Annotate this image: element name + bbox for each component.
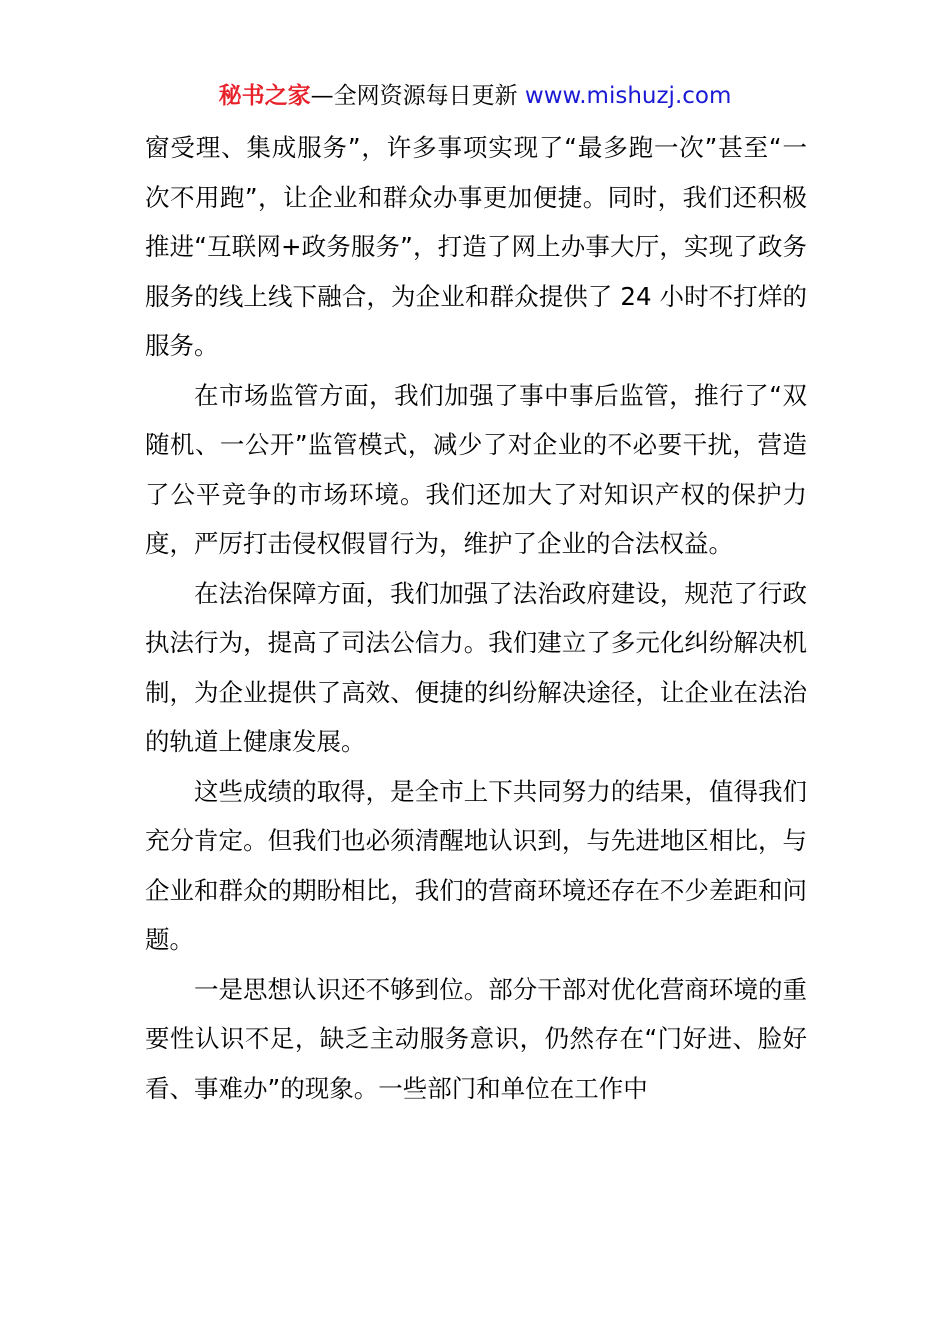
page-header [0,80,950,112]
paragraph-market-supervision: 在市场监管方面，我们加强了事中事后监管，推行了“双随机、一公开”监管模式，减少了对企业的不必要干扰，营造了公平竞争的市场环境。我们还加大了对知识产权的保护力度，严厉打击侵权假冒行为，维护了企业的合法权益。 [145,380,807,558]
brand-name: 秘书之家 [218,83,311,109]
website-link[interactable]: www.mishuzj.com [524,83,732,109]
paragraph-continued: 窗受理、集成服务”，许多事项实现了“最多跑一次”甚至“一次不用跑”，让企业和群众办事更加便捷。同时，我们还积极推进“互联网+政务服务”，打造了网上办事大厅，实现了政务服务的线上线下融合，为企业和群众提供了 24 小时不打烊的服务。 [145,133,807,360]
paragraph-problem-one: 一是思想认识还不够到位。部分干部对优化营商环境的重要性认识不足，缺乏主动服务意识，仍然存在“门好进、脸好看、事难办”的现象。一些部门和单位在工作中 [145,974,807,1103]
paragraph-achievements: 这些成绩的取得，是全市上下共同努力的结果，值得我们充分肯定。但我们也必须清醒地认识到，与先进地区相比，与企业和群众的期盼相比，我们的营商环境还存在不少差距和问题。 [145,776,807,954]
header-tagline: —全网资源每日更新 [310,83,525,109]
paragraph-rule-of-law: 在法治保障方面，我们加强了法治政府建设，规范了行政执法行为，提高了司法公信力。我们建立了多元化纠纷解决机制，为企业提供了高效、便捷的纠纷解决途径，让企业在法治的轨道上健康发展。 [145,578,807,756]
document-body [145,123,807,1113]
